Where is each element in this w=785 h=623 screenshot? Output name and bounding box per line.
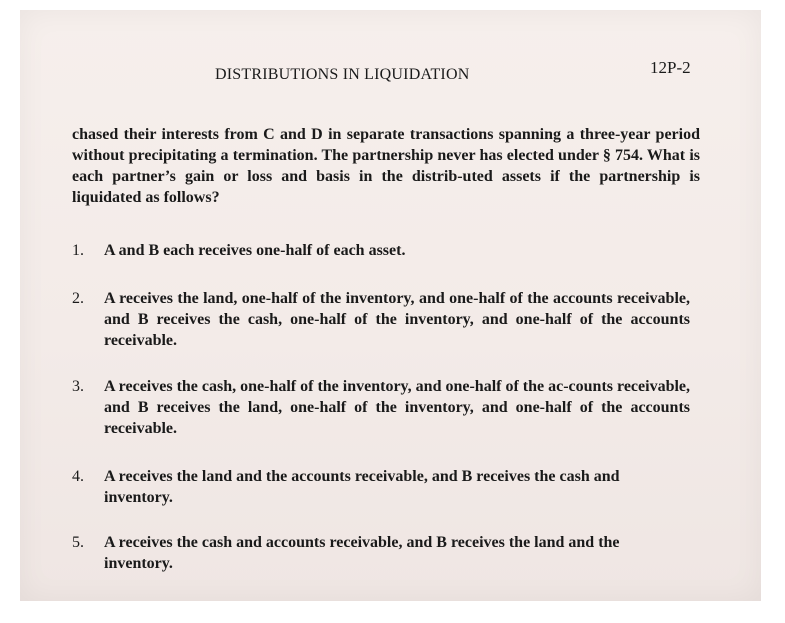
list-item-number: 5. <box>72 534 84 551</box>
list-item-text: A receives the cash and accounts receivable, and B receives the land and the inventory. <box>104 534 620 572</box>
book-page <box>20 10 761 601</box>
list-item-number: 3. <box>72 378 84 395</box>
list-item-number: 2. <box>72 290 84 307</box>
list-item-number: 4. <box>72 468 84 485</box>
running-header-title: DISTRIBUTIONS IN LIQUIDATION <box>215 66 470 83</box>
list-item-text: A and B each receives one-half of each asset. <box>104 242 406 259</box>
list-item-text: A receives the cash, one-half of the inventory, and one-half of the ac-counts receivable, and B receives the land, one-half of the inventory, and one-half of the accounts receivable. <box>104 378 691 437</box>
list-item-text: A receives the land, one-half of the inventory, and one-half of the accounts receivable, and B receives the cash, one-half of the inventory, and one-half of the accounts receivable. <box>104 290 690 349</box>
page-number: 12P-2 <box>650 58 691 77</box>
intro-paragraph: chased their interests from C and D in separate transactions spanning a three-year period without precipitating a termination. The partnership never has elected under § 754. What is each partner’s gain or loss and basis in the distrib-uted assets if the partnership is liquidated as follows? <box>72 126 700 206</box>
list-item-text: A receives the land and the accounts receivable, and B receives the cash and inventory. <box>104 468 620 506</box>
list-item-number: 1. <box>72 242 84 259</box>
